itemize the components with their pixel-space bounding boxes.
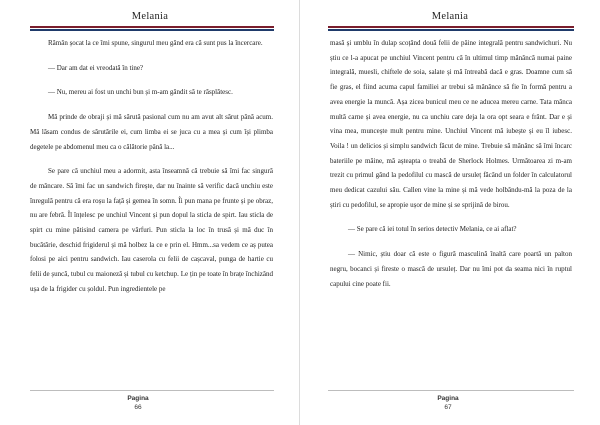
right-page-header-title: Melania xyxy=(431,11,469,22)
left-header-rule-red xyxy=(30,26,274,28)
left-footer-rule xyxy=(30,390,274,391)
left-page-body xyxy=(30,36,273,307)
right-page xyxy=(300,0,600,425)
left-page-header-title: Melania xyxy=(131,11,169,22)
right-page-body xyxy=(330,36,572,301)
paragraph: Se pare că unchiul meu a adormit, asta înseamnă că trebuie să îmi fac singură de mâncare. Să îmi fac un sandwich firește, dar nu înainte să verific dacă unchiu este înregulă pentru că era roșu la față și gemea în somn. Îi pun mana pe frunte și pe obraz, nu are febră. Îl înțelesc pe unchiul Vincent și pun dopul la sticla de spirt. Iau sticla de spirt cu mine pătisind camera pe vârfuri. Pun sticla la loc în trusă și mă duc în bucătărie, deschid frigiderul și mă holbez la ce e prin el. Hmm...sa vedem ce aș putea folosi pe aici pentru sandwich. Iau caserola cu felii de cașcaval, punga de hartie cu felii de șuncă, tubul cu maioneză și tubul cu ketchup. Le țin pe toate în brațe închizând ușa de la frigider cu șoldul. Pun ingredientele pe xyxy=(30,167,273,293)
left-footer-label: Pagina xyxy=(127,395,149,402)
right-page-number: 67 xyxy=(444,404,452,411)
left-page-number: 66 xyxy=(134,404,142,411)
right-header-rule-blue xyxy=(328,29,574,31)
paragraph: — Dar am dat ei vreodată în tine? xyxy=(48,63,144,72)
right-header-rule-red xyxy=(328,26,574,28)
right-footer-label: Pagina xyxy=(437,395,459,402)
paragraph: — Nu, mereu ai fost un unchi bun și m-am gândit să te răsplătesc. xyxy=(48,88,233,97)
paragraph: — Nimic, știu doar că este o figură masculină înaltă care poartă un palton negru, bocanci și fireste o mască de ursuleț. Dar nu îmi pot da seama nici în ruptul capului cine poate fii. xyxy=(330,250,572,288)
paragraph: masă și umblu în dulap scoțând două felii de pâine integrală pentru sandwichuri. Nu știu ce l-a apucat pe unchiul Vincent pentru că în ultimul timp mănâncă numai paine integrală, muesli, chiftele de soia, salate și mă întreabă dacă e gras. Doamne cum să fie gras, el fiind acuma capul familiei ar trebui să mănânce să fie în formă pentru a avea energie la muncă. Așa zicea bunicul meu ce ne aducea mereu carne. Tata mânca multă carne și avea energie, nu ca unchiu care deja la ora opt seara e frânt. Dar e și vina mea, muncește mult pentru mine. Unchiul Vincent mă iubește și eu îl iubesc. Voila ! un delicios și simplu sandwich făcut de mine. Trebuie să mănânc să îmi încarc bateriile pe mâine, mă așteapta o treabă de Sherlock Holmes. Următoarea zi m-am trezit cu primul gând la pedofilul cu mască de ursuleț făcând un folder în calculatorul meu dedicat cazului său. Callen vine la mine și mă vede holbându-mă la poza de la știri cu pedofilul, se apropie ușor de mine și se sprijină de birou. xyxy=(330,39,572,209)
right-footer-rule xyxy=(328,390,574,391)
paragraph: Rămân șocat la ce îmi spune, singurul meu gând era că sunt pus la încercare. xyxy=(48,39,263,47)
paragraph: Mă prinde de obraji și mă sărută pasional cum nu am avut alt sărut până acum. Mă lăsam condus de sărutările ei, cum limba ei se juca cu a mea și cum își plimba degetele pe abdomenul meu ca o călătorie până la... xyxy=(30,113,273,151)
left-header-rule-blue xyxy=(30,29,274,31)
paragraph: — Se pare că iei totul în serios detectiv Melania, ce ai aflat? xyxy=(348,225,517,234)
